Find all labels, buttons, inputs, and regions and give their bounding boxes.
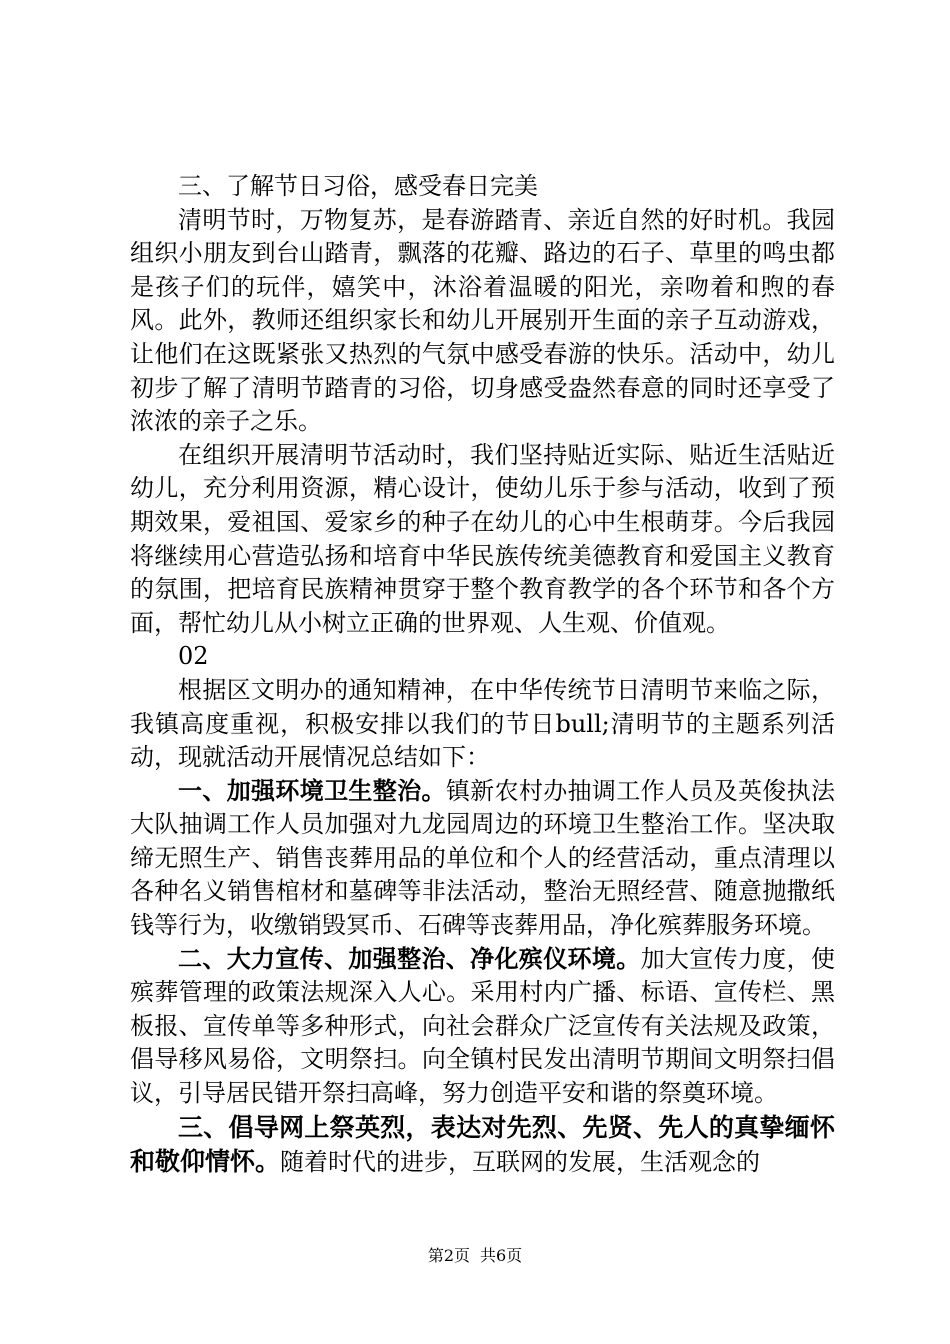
paragraph-intro: 根据区文明办的通知精神，在中华传统节日清明节来临之际，我镇高度重视，积极安排以我们的节日bull;清明节的主题系列活动，现就活动开展情况总结如下：: [130, 675, 835, 772]
item-environment-body: 镇新农村办抽调工作人员及英俊执法大队抽调工作人员加强对九龙园周边的环境卫生整治工作。坚决取缔无照生产、销售丧葬用品的单位和个人的经营活动，重点清理以各种名义销售棺材和墓碑等非法活动，整治无照经营、随意抛撒纸钱等行为，收缴销毁冥币、石碑等丧葬用品，净化殡葬服务环境。: [130, 776, 836, 940]
page-total: 共6页: [480, 1246, 523, 1265]
item-online-memorial: [130, 1111, 835, 1180]
item-environment-lead: 一、加强环境卫生整治。: [178, 776, 446, 805]
item-online-memorial-body: 随着时代的进步，互联网的发展，生活观念的: [280, 1148, 761, 1177]
page-footer: [0, 1243, 950, 1266]
document-body: [130, 170, 835, 1180]
paragraph-summary: 在组织开展清明节活动时，我们坚持贴近实际、贴近生活贴近幼儿，充分利用资源，精心设计，使幼儿乐于参与活动，收到了预期效果，爱祖国、爱家乡的种子在幼儿的心中生根萌芽。今后我园将继续用心营造弘扬和培育中华民族传统美德教育和爱国主义教育的氛围，把培育民族精神贯穿于整个教育教学的各个环节和各个方面，帮忙幼儿从小树立正确的世界观、人生观、价值观。: [130, 440, 835, 637]
section-heading: 三、了解节日习俗，感受春日完美: [178, 172, 538, 200]
item-publicity-lead: 二、大力宣传、加强整治、净化殡仪环境。: [178, 944, 641, 973]
item-online-memorial-lead: 三、倡导网上祭英烈，表达对先烈、先贤、先人的真挚缅怀和敬仰情怀。: [130, 1112, 835, 1177]
section-number: 02: [178, 642, 209, 671]
item-publicity-body: 加大宣传力度，使殡葬管理的政策法规深入人心。采用村内广播、标语、宣传栏、黑板报、宣传单等多种形式，向社会群众广泛宣传有关法规及政策，倡导移风易俗，文明祭扫。向全镇村民发出清明节期间文明祭扫倡议，引导居民错开祭扫高峰，努力创造平安和谐的祭奠环境。: [130, 944, 836, 1108]
page-number: 第2页: [427, 1246, 470, 1265]
paragraph-spring-outing: 清明节时，万物复苏，是春游踏青、亲近自然的好时机。我园组织小朋友到台山踏青，飘落的花瓣、路边的石子、草里的鸣虫都是孩子们的玩伴，嬉笑中，沐浴着温暖的阳光，亲吻着和煦的春风。此外，教师还组织家长和幼儿开展别开生面的亲子互动游戏，让他们在这既紧张又热烈的气氛中感受春游的快乐。活动中，幼儿初步了解了清明节踏青的习俗，切身感受盎然春意的同时还享受了浓浓的亲子之乐。: [130, 205, 835, 436]
item-environment: [130, 775, 835, 943]
item-publicity: [130, 943, 835, 1111]
